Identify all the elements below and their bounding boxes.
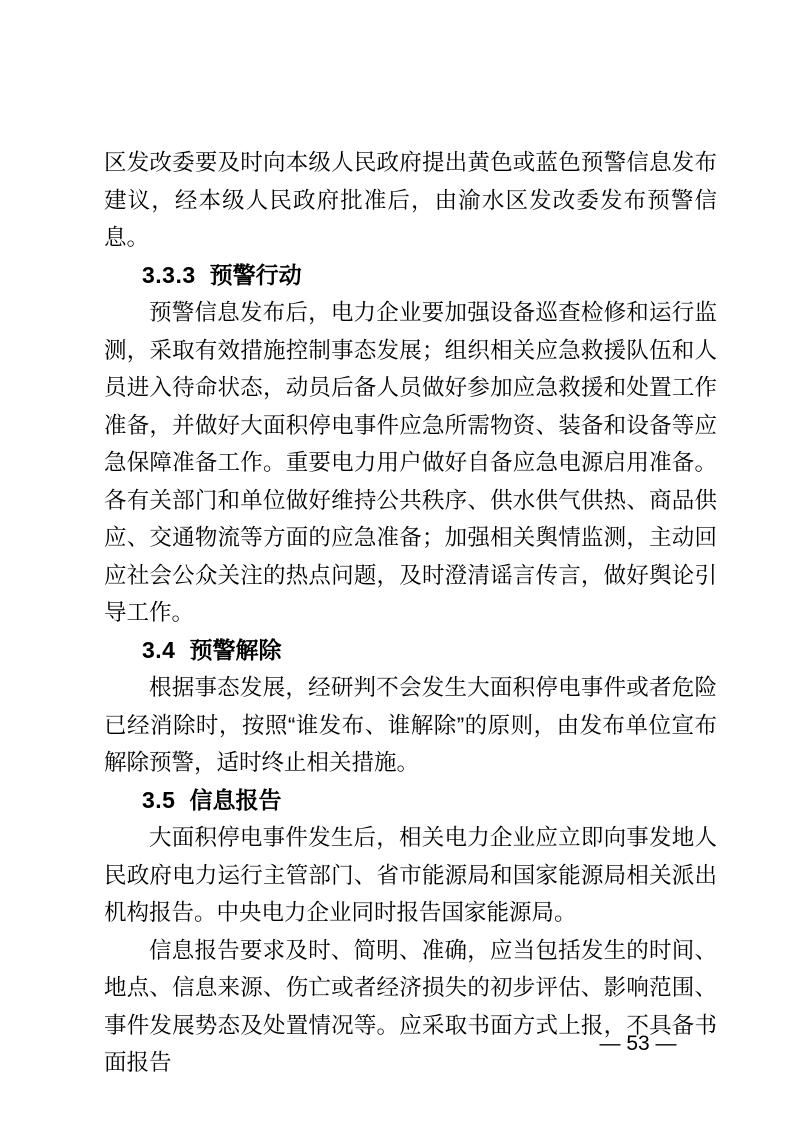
section-number: 3.4	[142, 636, 176, 663]
paragraph: 信息报告要求及时、简明、准确，应当包括发生的时间、地点、信息来源、伤亡或者经济损失的初步评估、影响范围、事件发展势态及处置情况等。应采取书面方式上报，不具备书面报告	[104, 937, 717, 1075]
section-title: 信息报告	[189, 786, 282, 813]
paragraph: 大面积停电事件发生后，相关电力企业应立即向事发地人民政府电力运行主管部门、省市能源局和国家能源局相关派出机构报告。中央电力企业同时报告国家能源局。	[104, 825, 717, 925]
paragraph: 预警信息发布后，电力企业要加强设备巡查检修和运行监测，采取有效措施控制事态发展；组织相关应急救援队伍和人员进入待命状态，动员后备人员做好参加应急救援和处置工作准备，并做好大面积停电事件应急所需物资、装备和设备等应急保障准备工作。重要电力用户做好自备应急电源启用准备。各有关部门和单位做好维持公共秩序、供水供气供热、商品供应、交通物流等方面的应急准备；加强相关舆情监测，主动回应社会公众关注的热点问题，及时澄清谣言传言，做好舆论引导工作。	[104, 300, 717, 625]
section-heading	[142, 782, 717, 820]
page-footer	[0, 1029, 793, 1059]
paragraph: 根据事态发展，经研判不会发生大面积停电事件或者危险已经消除时，按照“谁发布、谁解除”的原则，由发布单位宣布解除预警，适时终止相关措施。	[104, 675, 717, 775]
section-title: 预警解除	[189, 636, 282, 663]
section-heading	[142, 632, 717, 670]
section-number: 3.3.3	[142, 261, 196, 288]
section-title: 预警行动	[209, 261, 302, 288]
section-number: 3.5	[142, 786, 176, 813]
section-heading	[142, 257, 717, 295]
paragraph-continued-from-previous-page: 区发改委要及时向本级人民政府提出黄色或蓝色预警信息发布建议，经本级人民政府批准后，由渝水区发改委发布预警信息。	[104, 150, 717, 250]
page-number: — 53 —	[599, 1032, 677, 1055]
document-body	[104, 144, 717, 1082]
